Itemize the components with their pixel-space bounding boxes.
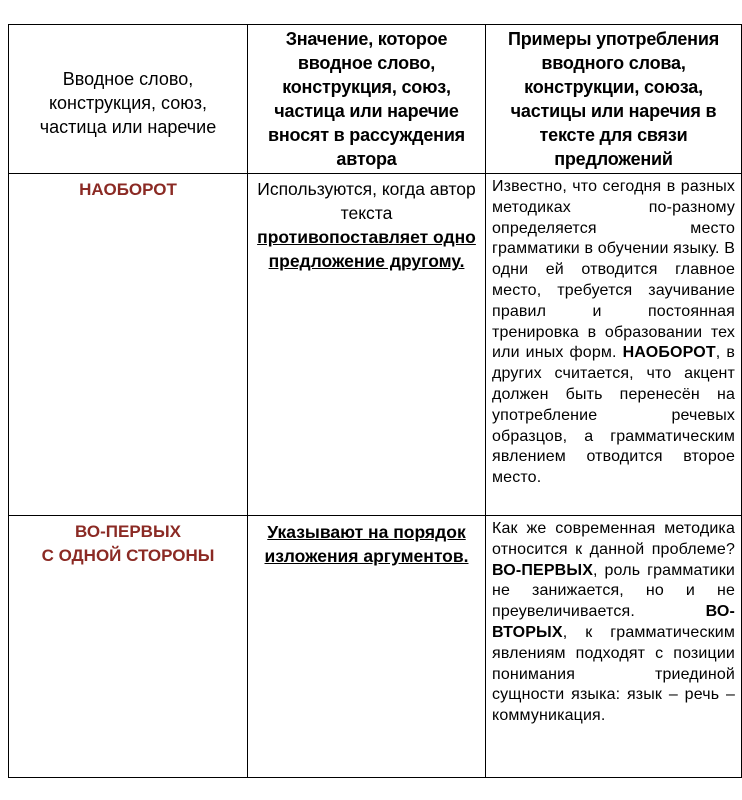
example-keyword: ВО-ПЕРВЫХ: [492, 561, 594, 579]
table-header-row: [9, 25, 742, 174]
intro-word-cell: [9, 516, 248, 778]
header-meaning: Значение, которое вводное слово, конструкция, союз, частица или наречие вносят в рассуждения автора: [248, 25, 486, 174]
meaning-cell: Указывают на порядок изложения аргументов.: [248, 516, 486, 778]
header-intro-word: Вводное слово, конструкция, союз, частица или наречие: [9, 25, 248, 174]
intro-words-table: [8, 24, 742, 778]
meaning-text: Используются, когда автор текста: [257, 179, 476, 223]
meaning-cell: [248, 174, 486, 516]
example-cell: [486, 516, 742, 778]
table-row: [9, 174, 742, 516]
example-keyword: ВО-ВТОРЫХ: [492, 603, 735, 641]
example-text-continued: , к грамматическим явлениям подходят с позиции понимания триединой сущности языка: язык – речь – коммуникация.: [492, 623, 735, 725]
example-text: Как же современная методика относится к данной проблеме?: [492, 520, 735, 558]
intro-word-line: ВО-ПЕРВЫХ: [75, 522, 181, 541]
example-text: Известно, что сегодня в разных методиках по-разному определяется место грамматики в обучении языку. В одни ей отводится главное место, требуется заучивание правил и постоянная тренировка в образовании тех или иных форм.: [492, 178, 736, 362]
example-text-continued: , роль грамматики не занижается, но и не преувеличивается.: [492, 561, 735, 621]
intro-word-cell: НАОБОРОТ: [9, 174, 248, 516]
table-row: [9, 516, 742, 778]
example-keyword: НАОБОРОТ: [622, 344, 716, 362]
example-cell: [486, 174, 742, 516]
example-text-continued: , в других считается, что акцент должен быть перенесён на употребление речевых образцов, а грамматическим явлением отводится второе место.: [492, 344, 735, 487]
intro-word-line: С ОДНОЙ СТОРОНЫ: [41, 546, 215, 565]
meaning-underlined-text: противопоставляет одно предложение другому.: [257, 227, 476, 271]
header-examples: Примеры употребления вводного слова, конструкции, союза, частицы или наречия в тексте для связи предложений: [486, 25, 742, 174]
